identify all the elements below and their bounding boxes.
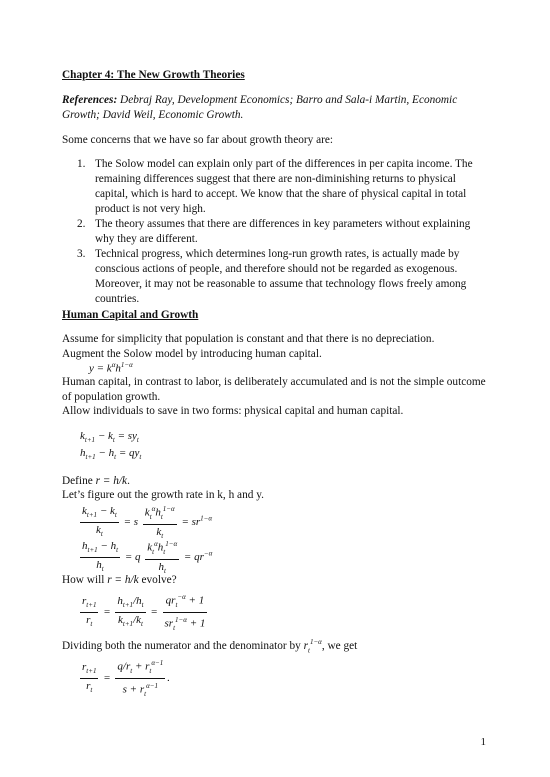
equation-h-growth: $\frac{h_{t+1} - h_t}{h_t}$ = q $\frac{k_t^\alpha h_t^{1-\alpha}}{h_t}$ = $qr^{-\alpha}$ — [78, 537, 212, 578]
concern-item: 3. Technical progress, which determines long-run growth rates, is actually made by conscious actions of people, and therefore should not be regarded as exogenous. Moreover, it may not be reasonable to assume that technology flows freely among countries. — [77, 248, 467, 305]
section-title: Human Capital and Growth — [62, 309, 199, 321]
concerns-list — [77, 157, 477, 307]
paragraph: Allow individuals to save in two forms: physical capital and human capital. — [62, 405, 404, 417]
references — [62, 93, 482, 123]
ratio-symbol: r = h/k — [107, 574, 139, 586]
dividing-line: Dividing both the numerator and the denominator by $r_t^{1-\alpha}$, we get — [62, 638, 358, 655]
equation-r-evolution: $\frac{r_{t+1}}{r_t}$ = $\frac{h_{t+1}/h_t}{k_{t+1}/k_t}$ = $\frac{qr_t^{-\alpha} + 1}{sr_t^{1-\alpha} + 1}$ — [78, 590, 209, 635]
equation-production: $y = k^\alpha h^{1-\alpha}$ — [89, 361, 133, 375]
intro-text: Some concerns that we have so far about growth theory are: — [62, 134, 334, 146]
concern-item: 1. The Solow model can explain only part of the differences in per capita income. The remaining differences suggest that there are non-diminishing returns to physical capital, which is hard to accept. We know that the share of physical capital in total product is not very high. — [77, 158, 473, 215]
question-line: How will r = h/k evolve? — [62, 574, 177, 586]
paragraph: Let’s figure out the growth rate in k, h and y. — [62, 489, 264, 501]
concern-item: 2. The theory assumes that there are differences in key parameters without explaining why they are different. — [77, 218, 471, 245]
ratio-definition: r = h/k — [95, 475, 128, 487]
paragraph: Human capital, in contrast to labor, is deliberately accumulated and is not the simple outcome of population growth. — [62, 376, 486, 403]
define-line: Define r = h/k. — [62, 475, 130, 487]
page-number: 1 — [480, 736, 486, 748]
equation-human-capital-accumulation: $h_{t+1} - h_t = qy_t$ — [80, 447, 142, 462]
chapter-title: Chapter 4: The New Growth Theories — [62, 69, 245, 81]
equation-r-ratio: $\frac{r_{t+1}}{r_t}$ = $\frac{q/r_t + r_t^{\alpha-1}}{s + r_t^{\alpha-1}}$ . — [78, 656, 170, 701]
paragraph: Augment the Solow model by introducing human capital. — [62, 348, 322, 360]
references-label: References: — [62, 94, 118, 106]
divisor-symbol: $r_t^{1-\alpha}$ — [303, 638, 322, 655]
equation-capital-accumulation: $k_{t+1} - k_t = sy_t$ — [80, 430, 139, 445]
paragraph: Assume for simplicity that population is constant and that there is no depreciation. — [62, 333, 435, 345]
equation-k-growth: $\frac{k_{t+1} - k_t}{k_t}$ = s $\frac{k_t^\alpha h_t^{1-\alpha}}{k_t}$ = $sr^{1-\alpha}$ — [78, 502, 212, 543]
references-text: Debraj Ray, Development Economics; Barro and Sala-i Martin, Economic Growth; David Weil, Economic Growth. — [62, 94, 458, 121]
